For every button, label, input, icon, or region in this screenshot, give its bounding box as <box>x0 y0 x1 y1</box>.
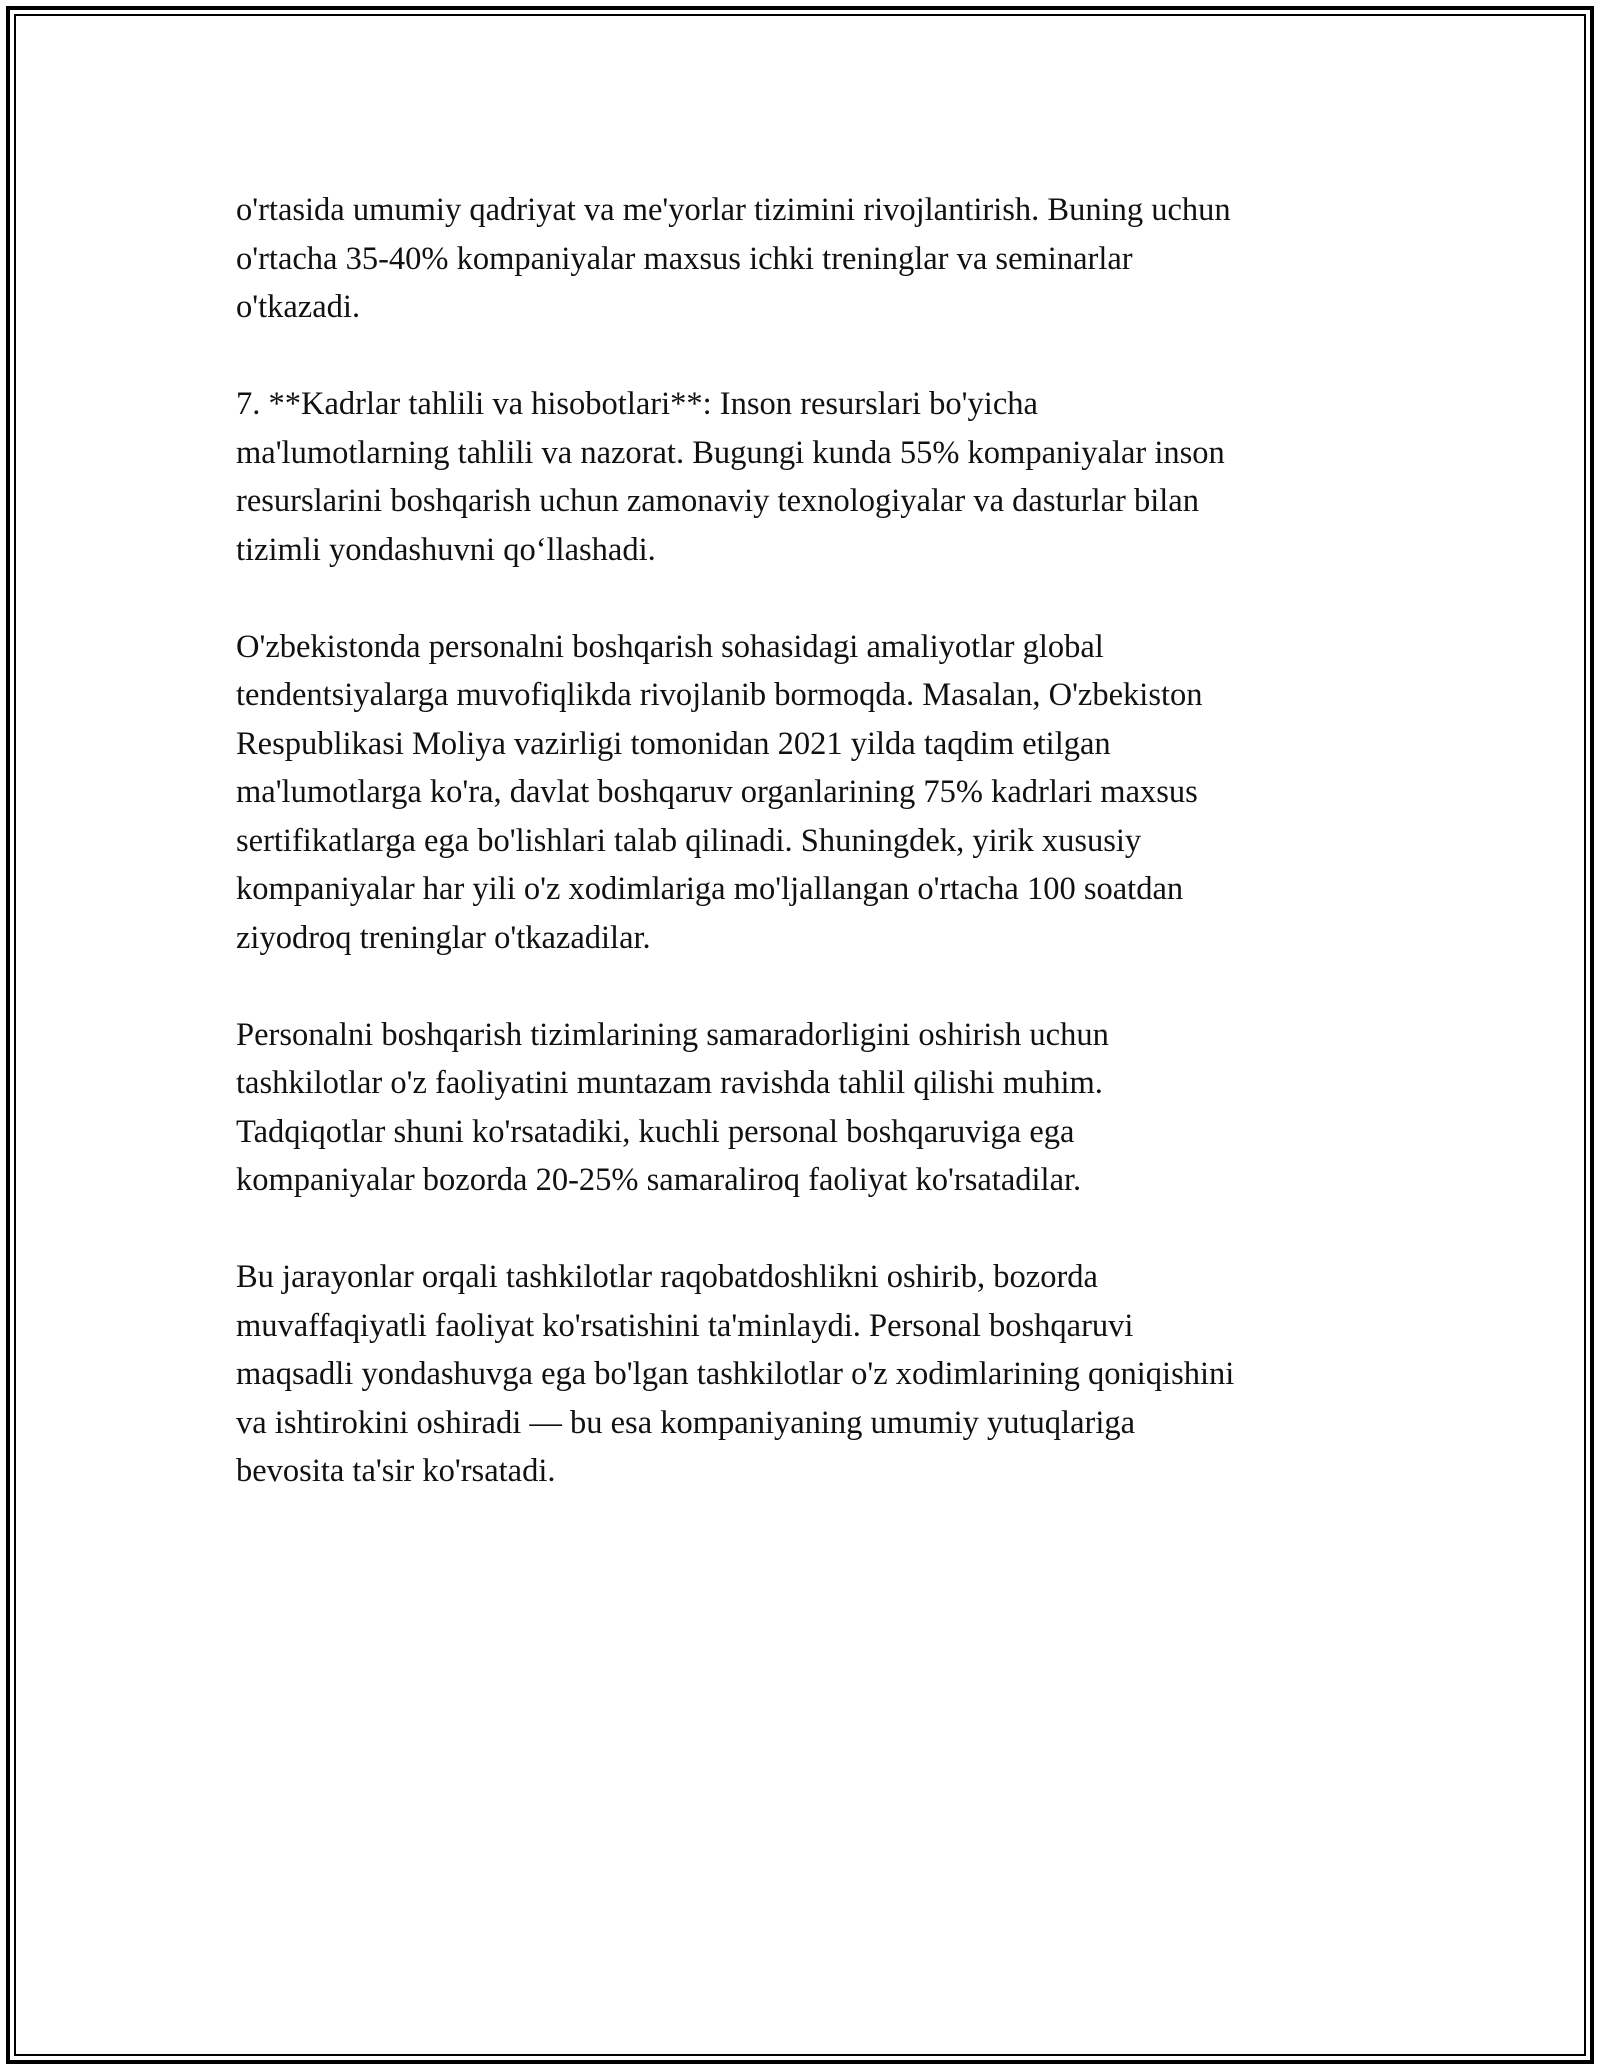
paragraph-2: 7. **Kadrlar tahlili va hisobotlari**: Inson resurslari bo'yicha ma'lumotlarning tahlili va nazorat. Bugungi kunda 55% kompaniyalar inson resurslarini boshqarish uchun zamonaviy texnologiyalar va dasturlar bilan tizimli yondashuvni qo‘llashadi. <box>236 386 1225 568</box>
paragraph-1: o'rtasida umumiy qadriyat va me'yorlar tizimini rivojlantirish. Buning uchun o'rtacha 35-40% kompaniyalar maxsus ichki treninglar va seminarlar o'tkazadi. <box>236 192 1231 325</box>
paragraph-3: O'zbekistonda personalni boshqarish sohasidagi amaliyotlar global tendentsiyalarga muvofiqlikda rivojlanib bormoqda. Masalan, O'zbekiston Respublikasi Moliya vazirligi tomonidan 2021 yilda taqdim etilgan ma'lumotlarga ko'ra, davlat boshqaruv organlarining 75% kadrlari maxsus sertifikatlarga ega bo'lishlari talab qilinadi. Shuningdek, yirik xususiy kompaniyalar har yili o'z xodimlariga mo'ljallangan o'rtacha 100 soatdan ziyodroq treninglar o'tkazadilar. <box>236 628 1203 956</box>
document-body <box>236 186 1366 1544</box>
paragraph-5: Bu jarayonlar orqali tashkilotlar raqobatdoshlikni oshirib, bozorda muvaffaqiyatli faoliyat ko'rsatishini ta'minlaydi. Personal boshqaruvi maqsadli yondashuvga ega bo'lgan tashkilotlar o'z xodimlarining qoniqishini va ishtirokini oshiradi — bu esa kompaniyaning umumiy yutuqlariga bevosita ta'sir ko'rsatadi. <box>236 1259 1235 1489</box>
paragraph-4: Personalni boshqarish tizimlarining samaradorligini oshirish uchun tashkilotlar o'z faoliyatini muntazam ravishda tahlil qilishi muhim. Tadqiqotlar shuni ko'rsatadiki, kuchli personal boshqaruviga ega kompaniyalar bozorda 20-25% samaraliroq faoliyat ko'rsatadilar. <box>236 1016 1109 1198</box>
